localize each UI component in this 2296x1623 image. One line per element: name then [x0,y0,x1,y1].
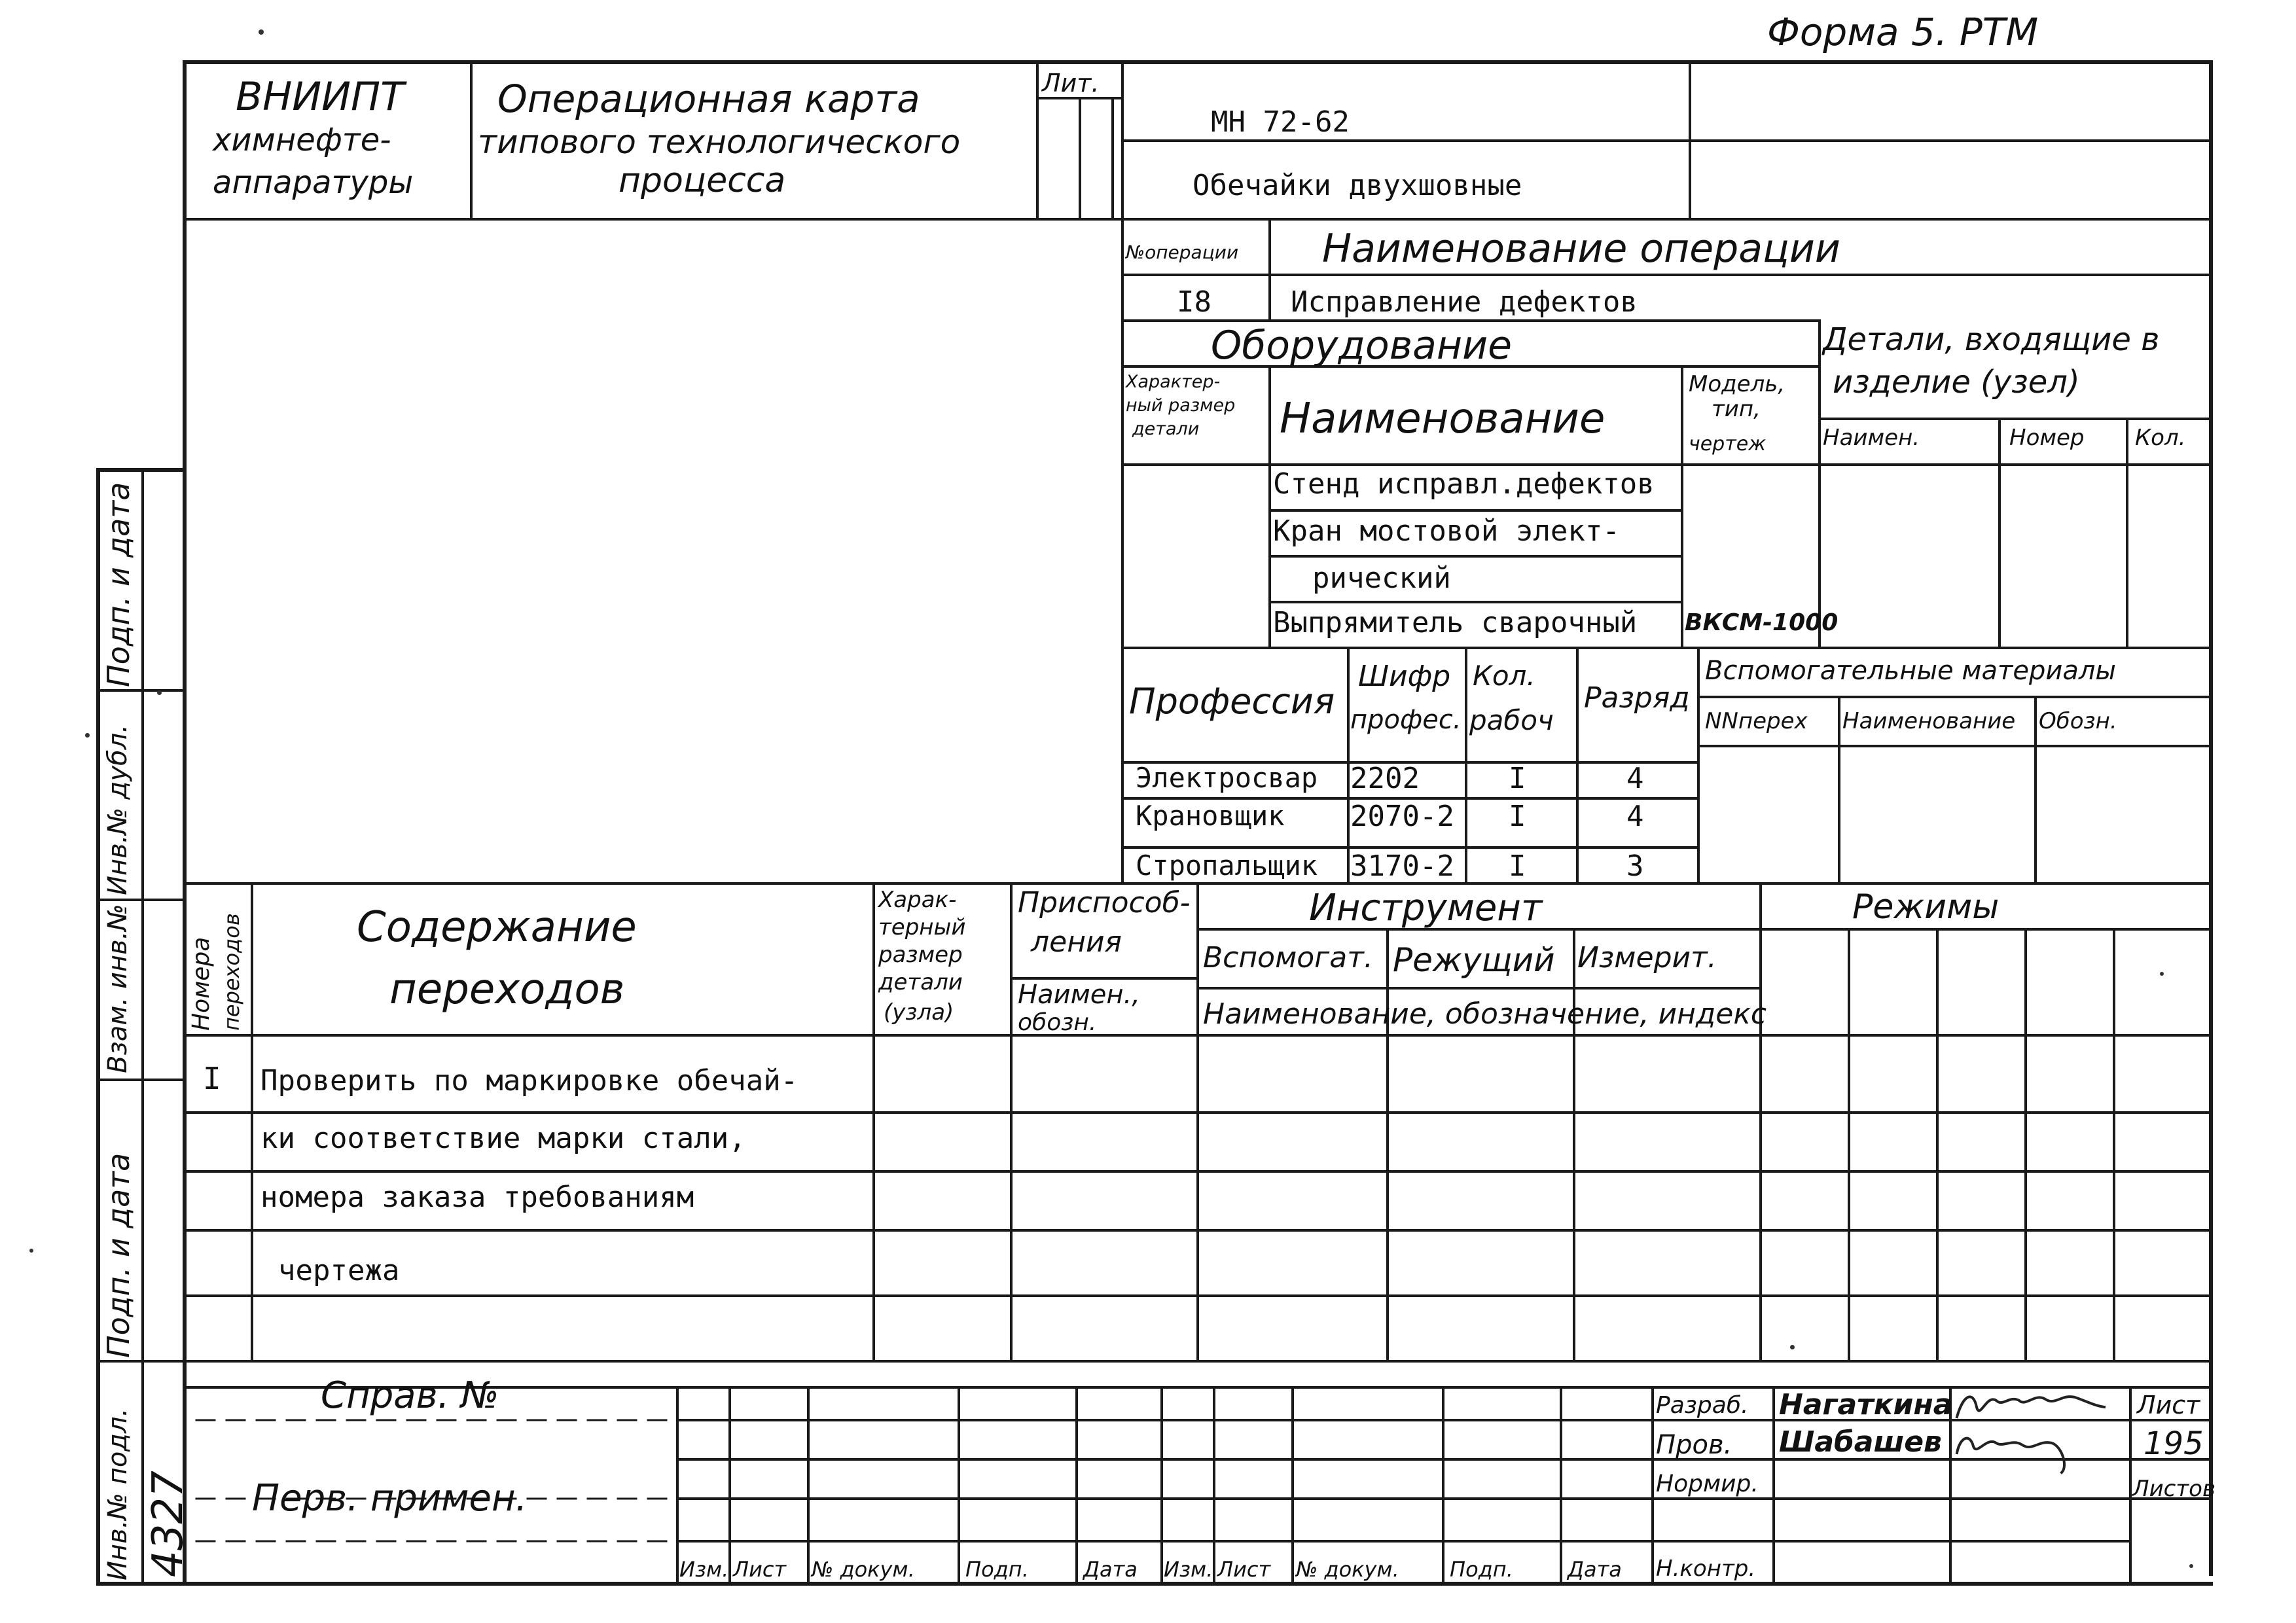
operation-name-header: Наименование операции [1322,226,1840,272]
step-number: I [203,1061,221,1096]
scan-mark [1790,1345,1795,1349]
transitions-size-header-4: детали [878,969,963,995]
change-col-label: Изм. [679,1557,729,1582]
margin-inv-number: 4327 [144,1471,192,1577]
equipment-size-header-1: Характер- [1126,372,1221,392]
sheets-label: Листов [2132,1476,2216,1502]
transitions-content-header-2: переходов [389,965,625,1014]
change-col-label: № докум. [1296,1557,1399,1582]
change-col-label: Дата [1083,1557,1138,1582]
ref-label: Справ. № [321,1374,499,1417]
scan-mark [157,690,162,695]
parts-col-qty: Кол. [2135,425,2186,451]
tools-header: Инструмент [1309,887,1543,929]
margin-dup-inv: Инв.№ дубл. [103,724,133,895]
parts-col-number: Номер [2009,425,2085,451]
margin-sign-date-1: Подп. и дата [101,482,136,687]
form-label: Форма 5. РТМ [1767,10,2039,54]
sheet-number: 195 [2144,1425,2204,1462]
worker-count: I [1509,800,1526,833]
equipment-item-model: ВКСМ-1000 [1685,609,1839,636]
step-text-line: чертежа [278,1254,400,1287]
scan-mark [29,1249,33,1253]
worker-profession: Стропальщик [1136,849,1318,882]
parts-header-1: Детали, входящие в [1823,321,2160,358]
change-col-label: Подп. [1450,1557,1513,1582]
equipment-item: Кран мостовой элект- [1273,514,1620,548]
fixtures-sub-2: обозн. [1018,1009,1097,1036]
equipment-size-header-2: ный размер [1126,395,1236,416]
equipment-item: рический [1312,562,1451,595]
scan-mark [2189,1564,2193,1568]
tools-col-cutting: Режущий [1393,941,1555,979]
margin-orig-inv: Инв.№ подл. [103,1408,133,1580]
transitions-content-header-1: Содержание [357,903,637,952]
checker-name: Шабашев [1779,1425,1942,1459]
organization-line-1: ВНИИПТ [236,74,404,120]
worker-code: 2070-2 [1350,800,1454,833]
change-col-label: № докум. [812,1557,915,1582]
doc-type-line-3: процесса [619,161,786,200]
scan-mark [85,733,90,738]
transitions-size-header-2: терный [878,914,966,940]
equipment-item: Стенд исправл.дефектов [1273,467,1655,501]
first-use-label: Перв. примен. [252,1477,528,1520]
signature-developer [1957,1397,2104,1417]
scan-mark [259,29,264,35]
tools-col-measuring: Измерит. [1577,941,1717,974]
worker-grade: 4 [1626,762,1644,795]
materials-col-code: Обозн. [2039,708,2117,734]
lit-label: Лит. [1042,69,1100,98]
worker-count: I [1509,762,1526,795]
margin-replace-inv: Взам. инв.№ [103,904,133,1073]
materials-col-name: Наименование [1842,708,2016,734]
materials-col-transition: NNперех [1705,708,1808,734]
signoff-role-checker: Пров. [1656,1430,1732,1460]
worker-code: 2202 [1350,762,1420,795]
workers-code-header-1: Шифр [1358,660,1451,693]
doc-type-line-2: типового технологического [478,123,961,161]
materials-header: Вспомогательные материалы [1705,656,2116,686]
operation-number: I8 [1177,285,1211,319]
worker-code: 3170-2 [1350,849,1454,883]
step-text-line: ки соответствие марки стали, [260,1122,746,1155]
step-text-line: номера заказа требованиям [260,1181,694,1214]
transitions-no-header-2: переходов [219,913,244,1031]
organization-line-2: химнефте- [213,122,391,158]
tools-sub-header: Наименование, обозначение, индекс [1203,997,1767,1031]
worker-profession: Электросвар [1136,762,1318,794]
fixtures-sub-1: Наимен., [1018,980,1140,1010]
signature-checker [1957,1438,2064,1472]
change-col-label: Лист [733,1557,787,1582]
transitions-size-header-1: Харак- [878,887,957,913]
modes-header: Режимы [1852,887,2000,927]
equipment-name-header: Наименование [1280,395,1605,443]
transitions-no-header-1: Номера [188,936,215,1031]
worker-count: I [1509,849,1526,883]
tools-col-auxiliary: Вспомогат. [1203,941,1373,974]
signoff-role-normcontrol: Нормир. [1656,1471,1759,1497]
equipment-model-header-1: Модель, [1689,371,1785,397]
signoff-role-standards: Н.контр. [1656,1556,1756,1582]
transitions-size-header-5: (узла) [884,999,954,1026]
parts-header-2: изделие (узел) [1833,364,2080,401]
change-col-label: Подп. [965,1557,1029,1582]
scan-mark [2160,972,2164,976]
worker-grade: 3 [1626,849,1644,883]
workers-grade-header: Разряд [1584,681,1690,715]
transitions-size-header-3: размер [878,942,963,968]
doc-name: Обечайки двухшовные [1193,169,1522,202]
developer-name: Нагаткина [1779,1388,1953,1421]
margin-sign-date-2: Подп. и дата [101,1152,136,1358]
equipment-size-header-3: детали [1132,419,1200,439]
fixtures-header-2: ления [1031,925,1122,959]
sheet-label: Лист [2137,1391,2200,1419]
operation-name: Исправление дефектов [1291,285,1638,319]
change-col-label: Дата [1568,1557,1622,1582]
change-col-label: Изм. [1164,1557,1213,1582]
workers-count-header-2: рабоч [1469,704,1554,736]
workers-profession-header: Профессия [1129,681,1335,722]
operation-no-label: №операции [1126,241,1239,263]
doc-type-line-1: Операционная карта [497,77,920,121]
change-col-label: Лист [1217,1557,1271,1582]
fixtures-header-1: Приспособ- [1018,886,1191,919]
workers-code-header-2: профес. [1350,705,1462,735]
workers-count-header-1: Кол. [1473,660,1535,692]
equipment-model-header-2: тип, [1712,396,1761,422]
signoff-role-developer: Разраб. [1656,1392,1749,1419]
equipment-header: Оборудование [1211,323,1512,368]
organization-line-3: аппаратуры [213,164,414,201]
worker-profession: Крановщик [1136,800,1285,832]
equipment-model-header-3: чертеж [1689,433,1767,455]
equipment-item: Выпрямитель сварочный [1273,606,1638,639]
doc-number: МН 72-62 [1211,105,1350,139]
parts-col-name: Наимен. [1823,425,1920,451]
step-text-line: Проверить по маркировке обечай- [260,1064,798,1097]
worker-grade: 4 [1626,800,1644,833]
